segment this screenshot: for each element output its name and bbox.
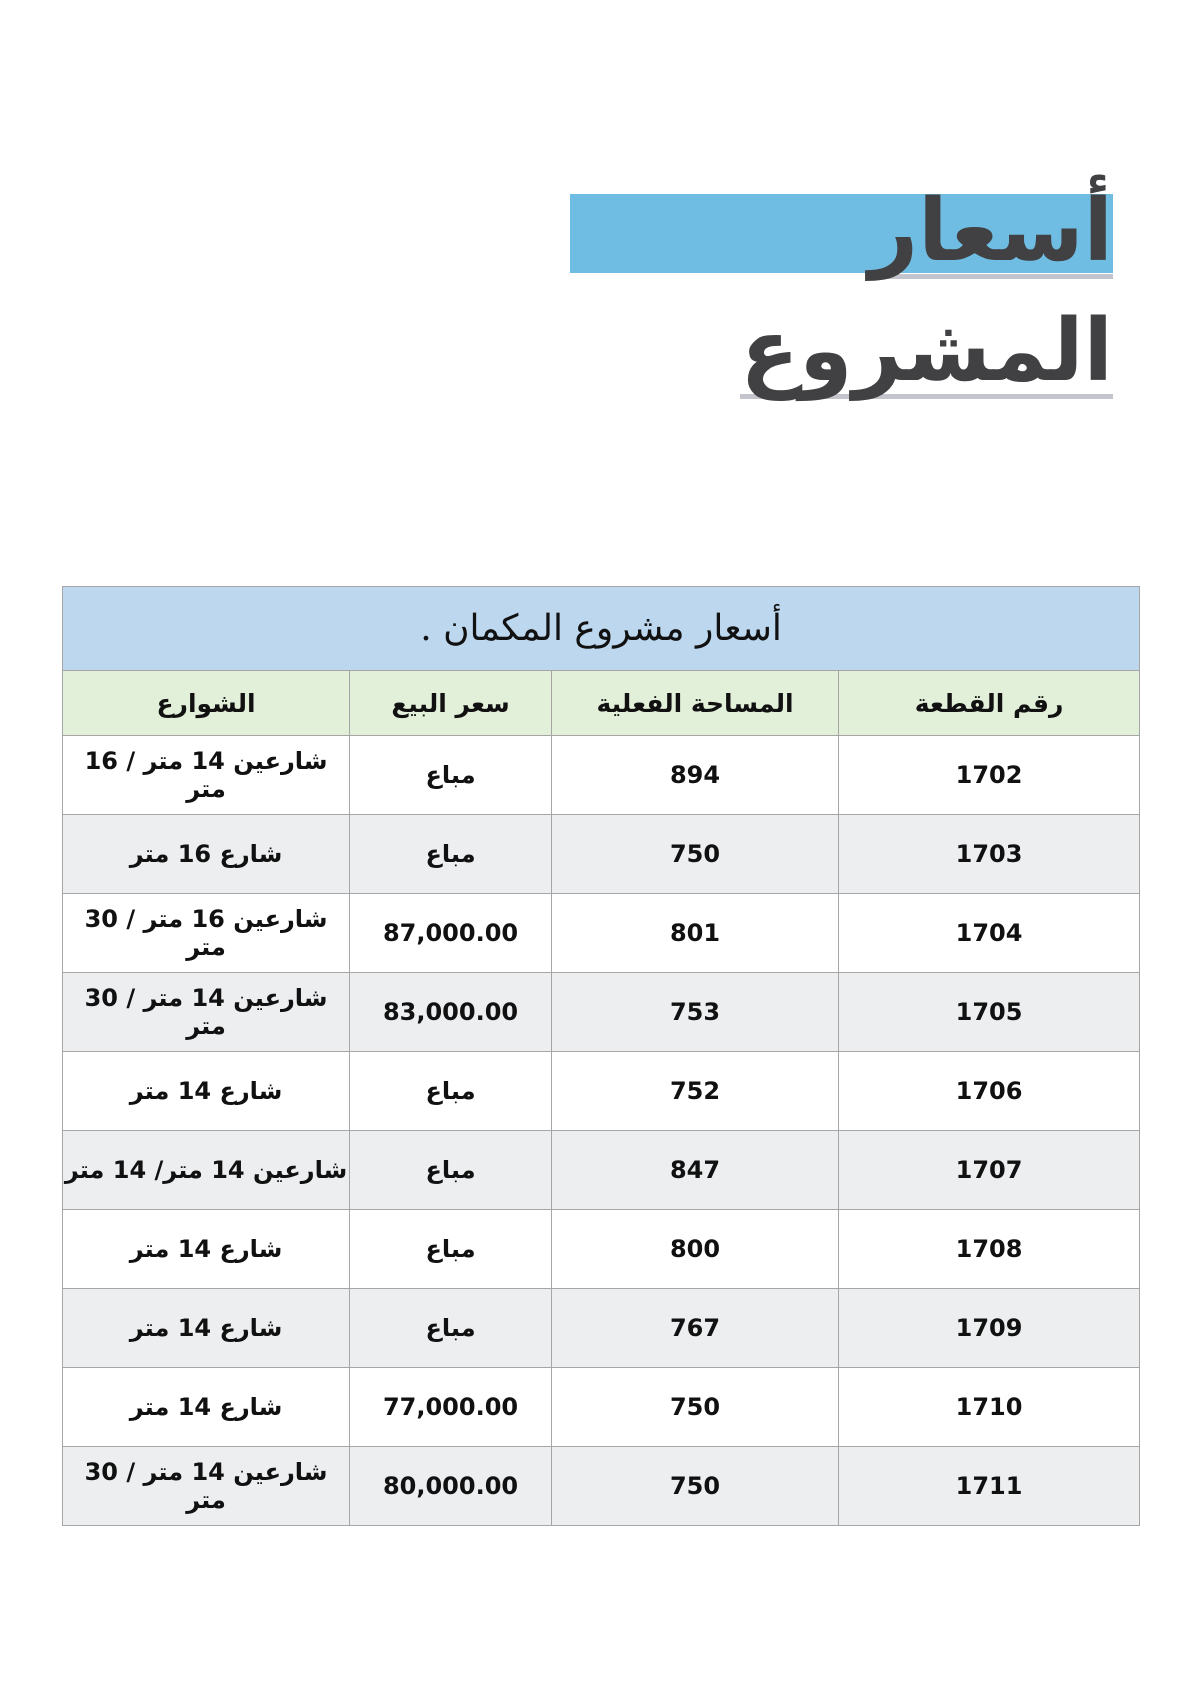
table-row [63,894,1140,973]
streets-cell: شارعين 14 متر/ 14 متر [63,1131,350,1210]
area-cell: 767 [552,1289,839,1368]
plot-number-cell: 1704 [839,894,1140,973]
table-row [63,815,1140,894]
plot-number-cell: 1706 [839,1052,1140,1131]
table-row [63,1289,1140,1368]
streets-cell: شارع 14 متر [63,1368,350,1447]
price-cell: مباع [350,1131,552,1210]
area-cell: 750 [552,1447,839,1526]
header-actual-area: المساحة الفعلية [552,671,839,736]
price-cell: مباع [350,1052,552,1131]
price-cell: مباع [350,815,552,894]
page-title-line1: أسعار [868,181,1113,281]
area-cell: 753 [552,973,839,1052]
area-cell: 801 [552,894,839,973]
streets-cell: شارع 16 متر [63,815,350,894]
area-cell: 800 [552,1210,839,1289]
table-caption: أسعار مشروع المكمان . [63,587,1140,671]
header-sale-price: سعر البيع [350,671,552,736]
price-cell: 80,000.00 [350,1447,552,1526]
streets-cell: شارع 14 متر [63,1289,350,1368]
streets-cell: شارع 14 متر [63,1210,350,1289]
area-cell: 894 [552,736,839,815]
area-cell: 750 [552,815,839,894]
price-cell: 87,000.00 [350,894,552,973]
table-row [63,1210,1140,1289]
area-cell: 750 [552,1368,839,1447]
plot-number-cell: 1702 [839,736,1140,815]
prices-table [62,586,1140,1526]
plot-number-cell: 1711 [839,1447,1140,1526]
streets-cell: شارعين 14 متر / 16 متر [63,736,350,815]
page-title-line2: المشروع [740,301,1113,401]
price-cell: مباع [350,1210,552,1289]
plot-number-cell: 1709 [839,1289,1140,1368]
plot-number-cell: 1710 [839,1368,1140,1447]
table-row [63,736,1140,815]
price-cell: 77,000.00 [350,1368,552,1447]
plot-number-cell: 1708 [839,1210,1140,1289]
price-cell: مباع [350,736,552,815]
table-row [63,973,1140,1052]
streets-cell: شارعين 14 متر / 30 متر [63,1447,350,1526]
streets-cell: شارعين 16 متر / 30 متر [63,894,350,973]
table-row [63,1052,1140,1131]
streets-cell: شارعين 14 متر / 30 متر [63,973,350,1052]
table-row [63,1447,1140,1526]
price-cell: مباع [350,1289,552,1368]
table-row [63,1368,1140,1447]
table-row [63,1131,1140,1210]
plot-number-cell: 1707 [839,1131,1140,1210]
plot-number-cell: 1705 [839,973,1140,1052]
header-streets: الشوارع [63,671,350,736]
plot-number-cell: 1703 [839,815,1140,894]
area-cell: 752 [552,1052,839,1131]
price-cell: 83,000.00 [350,973,552,1052]
header-plot-number: رقم القطعة [839,671,1140,736]
area-cell: 847 [552,1131,839,1210]
streets-cell: شارع 14 متر [63,1052,350,1131]
